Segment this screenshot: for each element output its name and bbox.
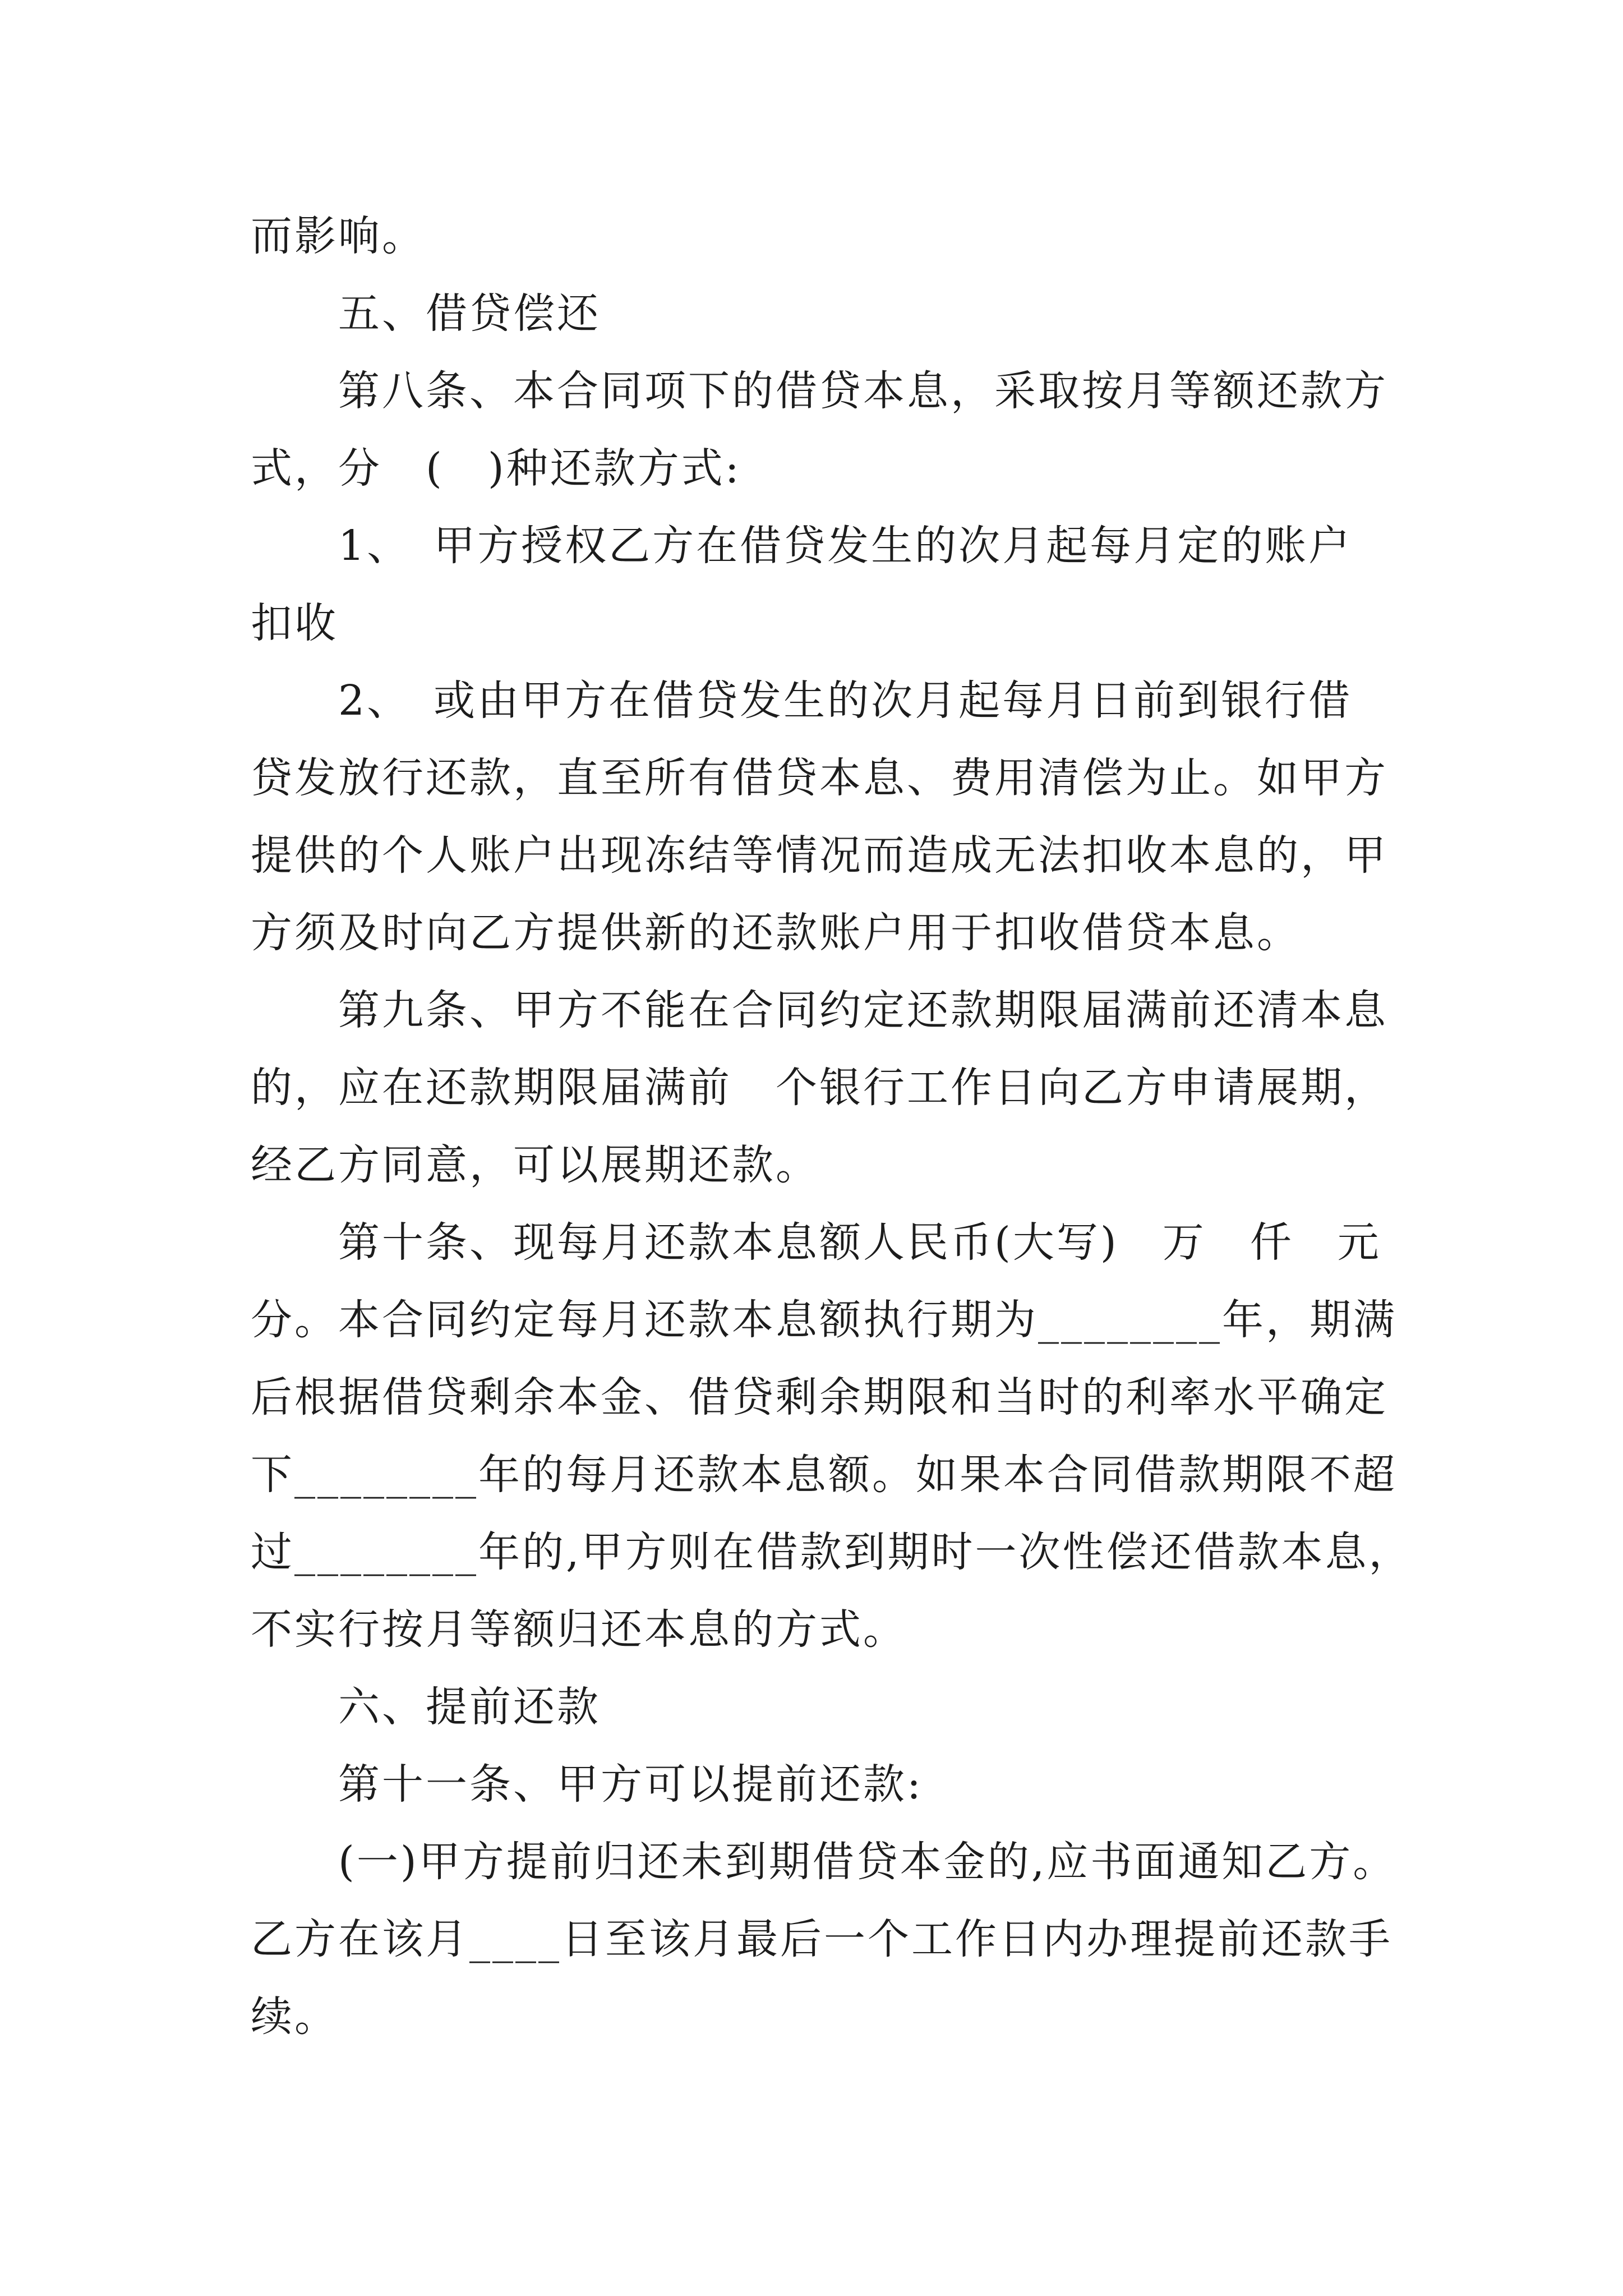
early-repayment-item-1 — [251, 1823, 1623, 2055]
repayment-method-1 — [251, 507, 1623, 662]
section-heading-early-repayment — [251, 1668, 1623, 1746]
paragraph-line: 提供的个人账户出现冻结等情况而造成无法扣收本息的，甲 — [251, 831, 1388, 880]
article-11 — [251, 1746, 1623, 1823]
article-10 — [251, 1204, 1623, 1668]
continued-paragraph — [251, 197, 1623, 275]
paragraph-line: 而影响。 — [251, 212, 426, 260]
paragraph-line: 2、 或由甲方在借贷发生的次月起每月日前到银行借 — [338, 677, 1353, 725]
paragraph-line: 后根据借贷剩余本金、借贷剩余期限和当时的利率水平确定 — [251, 1373, 1388, 1421]
paragraph-line: 第八条、本合同项下的借贷本息，采取按月等额还款方 — [338, 367, 1388, 415]
repayment-method-2 — [251, 662, 1623, 972]
paragraph-line: 分。本合同约定每月还款本息额执行期为________年，期满 — [251, 1296, 1397, 1344]
section-heading-text: 五、借贷偿还 — [338, 289, 601, 338]
paragraph-line: 方须及时向乙方提供新的还款账户用于扣收借贷本息。 — [251, 909, 1301, 957]
paragraph-line: 经乙方同意，可以展期还款。 — [251, 1141, 819, 1189]
article-8 — [251, 352, 1623, 507]
paragraph-line: 第十一条、甲方可以提前还款: — [338, 1760, 923, 1809]
paragraph-line: 不实行按月等额归还本息的方式。 — [251, 1605, 907, 1654]
section-heading-repayment — [251, 275, 1623, 352]
paragraph-line: (一)甲方提前归还未到期借贷本金的,应书面通知乙方。 — [338, 1838, 1397, 1886]
paragraph-line: 式，分 ( )种还款方式: — [251, 444, 741, 493]
paragraph-line: 过________年的,甲方则在借款到期时一次性偿还借款本息， — [251, 1528, 1413, 1576]
paragraph-line: 下________年的每月还款本息额。如果本合同借款期限不超 — [251, 1451, 1397, 1499]
paragraph-line: 第十条、现每月还款本息额人民币(大写) 万 仟 元 — [338, 1218, 1381, 1267]
paragraph-line: 1、 甲方授权乙方在借贷发生的次月起每月定的账户 — [338, 522, 1353, 570]
article-9 — [251, 972, 1623, 1204]
paragraph-line: 贷发放行还款，直至所有借贷本息、费用清偿为止。如甲方 — [251, 754, 1388, 802]
section-heading-text: 六、提前还款 — [338, 1683, 601, 1731]
paragraph-line: 扣收 — [251, 599, 338, 647]
paragraph-line: 乙方在该月____日至该月最后一个工作日内办理提前还款手 — [251, 1915, 1393, 1963]
paragraph-line: 的，应在还款期限届满前 个银行工作日向乙方申请展期， — [251, 1064, 1388, 1112]
paragraph-line: 第九条、甲方不能在合同约定还款期限届满前还清本息 — [338, 986, 1388, 1034]
paragraph-line: 续。 — [251, 1993, 338, 2041]
